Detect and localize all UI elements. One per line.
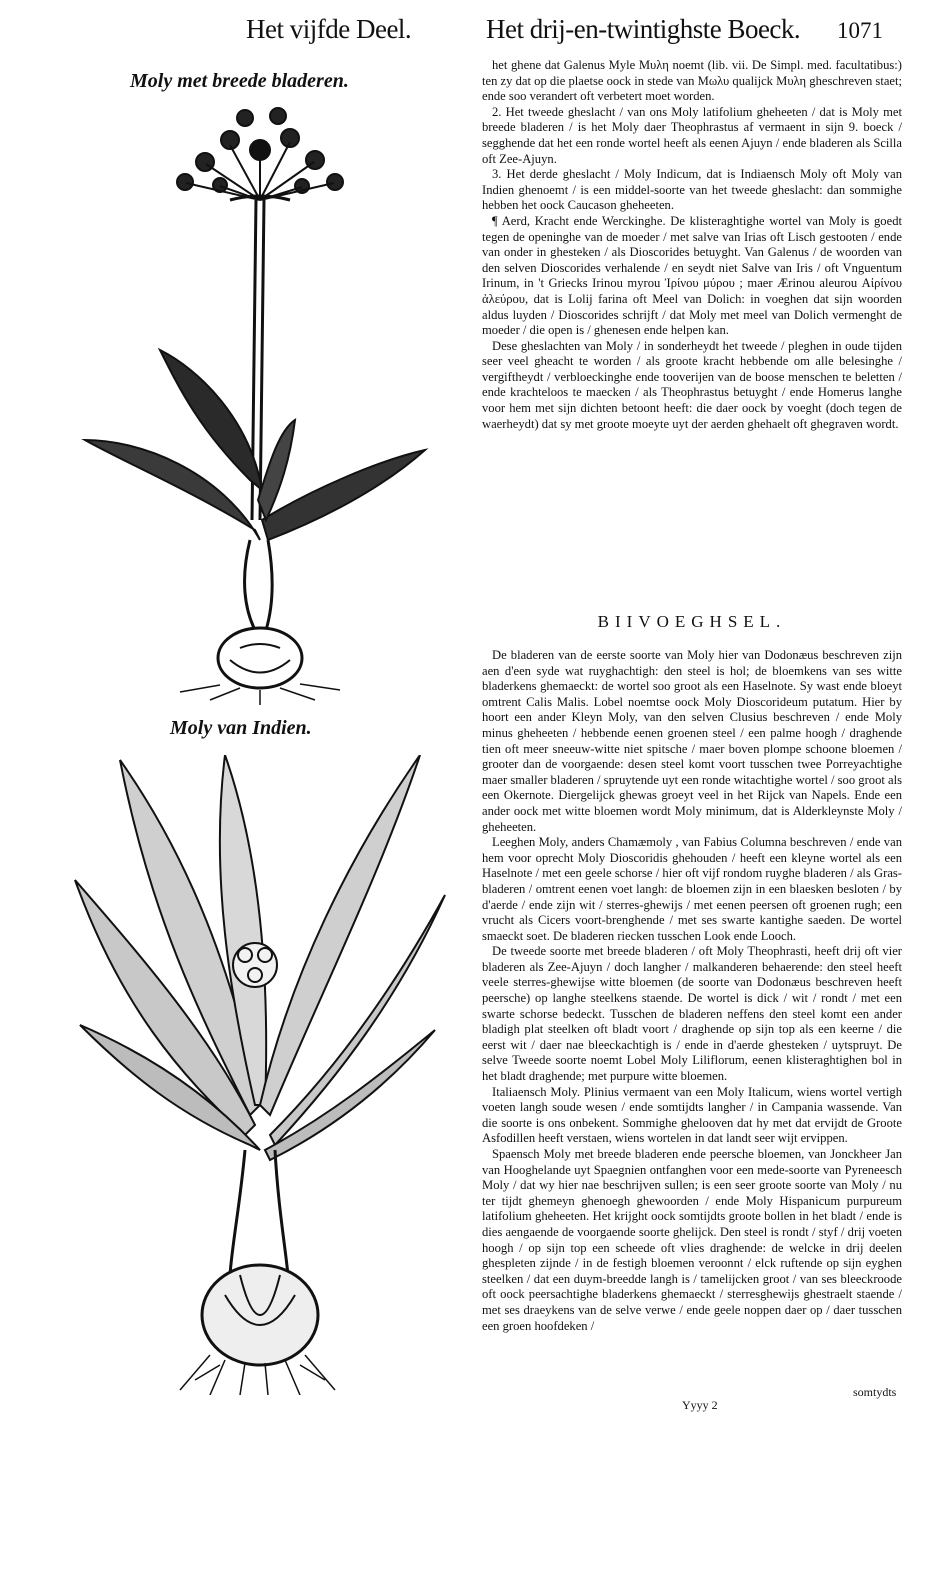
paragraph: Italiaensch Moly. Plinius vermaent van een Moly Italicum, wiens wortel vertigh voeten langh soude wesen / ende somtijdts langher / in Campania wassende. Van die soorte is ons onbekent. Sommighe ghelooven dat hy met dat ervijdt de Groote Asfodillen heeft verstaen, wiens wortelen in dat landt seer wijt ervippen. [482,1084,902,1146]
paragraph: 3. Het derde gheslacht / Moly Indicum, dat is Indiaensch Moly oft Moly van Indien ghenoemt / is een middel-soorte van het tweede gheslacht: dan sommighe hebben het oock Caucason gheheeten. [482,167,902,213]
woodcut-broad-leaf-moly [80,100,440,710]
paragraph: ¶ Aerd, Kracht ende Werckinghe. De klisteraghtighe wortel van Moly is goedt tegen de openinghe van de moeder / met salve van Irias oft Lisch gestooten / ende van onder in ghesteken / als Dioscorides betuyght. Van Galenus / de woorden van den selven Dioscorides verhalende / en seydt niet Salve van Iris / oft Vnguentum Irinum, in 't Griecks Irinou myrou Ἰρίνου μύρου ; maer Ærinou aleurou Αἰρίνου ἀλεύρου, dat is Lolij farina oft Meel van Dolich: in voeghen dat sijn woorden aldus luyden / Dioscorides schrijft / dat Moly met meel van Dolich vermenght de moeder / die open is / ghenesen ende helpen kan. [482,213,902,338]
woodcut-indian-moly [60,755,460,1395]
paragraph: De bladeren van de eerste soorte van Moly hier van Dodonæus beschreven zijn aen d'een syde wat ruyghachtigh: den steel is hol; de bloemkens van ses witte bladerkens ghemaeckt: de wortel soo groot als een Haselnote. Sy wast ende bloeyt omtrent Calis Malis. Lobel noemtse oock Moly Dioscorideum putatum. Hier by hoort een ander Kleyn Moly, van den selven Clusius beschreven / ende Moly minus gheheeten / hebbende eenen groenen steel / een palme hoogh / draghende tien oft meer sneeuw-witte niet spitsche / maer boven plompe schoone bloemen / grooter dan de voorgaende: desen steel komt voort tusschen twee Porreyachtighe maer smaller bladeren / spruytende uyt een ronde witachtighe wortel / soo groot als een Okernote. Diergelijck ghewas groeyt veel in het Rijck van Napels. Ende een ander oock met witte bloemen wordt Moly minimum, dat is Alderkleynste Moly / gheheeten. [482,648,903,834]
paragraph: De tweede soorte met breede bladeren / oft Moly Theophrasti, heeft drij oft vier bladeren als Zee-Ajuyn / doch langher / malkanderen behaerende: den steel heeft veele sterres-ghewijse witte bloemen (de soorte van Dodonæus beschreven heeft peersche) op langhe steelkens staende. De wortel is dick / wit / rondt / met een swarte schorse bedeckt. Tusschen de bladeren neffens den steel komt een ander bladigh plat steelken oft bladt voort / draghende op sijn top als een keerne / die eerst wit / daer nae bleeckachtigh is / ende in d'aerde ghesteken / uytspruyt. De selve Tweede soorte noemt Lobel Moly Liliflorum, eenen klisteraghtighen bol in het bladt draghende; met purpure witte bloemen. [482,944,902,1084]
page-number: 1071 [837,18,883,43]
text-column-top [482,58,902,432]
section-title: BIIVOEGHSEL. [597,612,787,631]
running-head-left: Het vijfde Deel. [246,14,412,44]
paragraph: Dese gheslachten van Moly / in sonderheydt het tweede / pleghen in oude tijden seer veel gheacht te worden / als groote kracht hebbende om alle belesinghe / vergiftheydt / verbloeckinghe ende tooverijen van de boose menschen te beletten / ende krachteloos te maecken / als Theophrastus betuyght / ende Homerus langhe voor hem met sijn dichten betoont heeft: die daer oock by voeght (doch tegen de waerheydt) dat sy met groote moeyte uyt der aerden ghehaelt oft ghegraven wordt. [482,338,902,431]
signature-mark: Yyyy 2 [682,1398,718,1412]
text-column-bottom [482,648,902,1334]
running-head-right: Het drij-en-twintighste Boeck. [486,14,801,44]
figure-caption-indian-moly: Moly van Indien. [170,717,312,739]
figure-caption-broad-leaf-moly: Moly met breede bladeren. [130,70,349,92]
paragraph: het ghene dat Galenus Myle Μυλη noemt (lib. vii. De Simpl. med. facultatibus:) ten zy dat op die plaetse oock in stede van Μωλυ qualijck Μυλη gheschreven staet; ende soo verandert oft verbetert moet worden. [482,58,902,104]
paragraph: 2. Het tweede gheslacht / van ons Moly latifolium gheheeten / dat is Moly met breede bladeren / is het Moly daer Theophrastus af vermaent in sijn 9. boeck / segghende dat het een ronde wortel heeft als eenen Ajuyn / ende bladeren als Scilla oft Zee-Ajuyn. [482,104,902,166]
catchword: somtydts [853,1385,897,1399]
flower-umbel [177,108,343,200]
paragraph: Spaensch Moly met breede bladeren ende peersche bloemen, van Jonckheer Jan van Hooghelande uyt Spaegnien ontfanghen voor een mede-soorte van Pyreneesch Moly / dat wy hier nae beschrijven sullen; is een seer groote soorte van Moly / nu ter tijdt ghemeyn ghenoegh ghewoorden / ende Moly Hispanicum purpureum latifolium gheheeten. Het krijght oock somtijdts groote bollen in het bladt / ende is dies aengaende de voorgaende soorte ghelijck. Den steel is rondt / styf / drij voeten hoogh / op sijn top een scheede oft vlies draghende: de welcke in drij deelen ghespleten zijnde / in de festigh bloemen veroonnt / elck ruftende op sijn eyghen steelken / dat een duym-breedde langh is / tamelijcken groot / van ses bleeckroode oft oock peersachtighe bladerkens ghemaeckt / sterresghewijs ghestraelt staende / met ses draeykens van de selve verwe / ende geele noppen daer op / daer tusschen een groen hoofdeken / [482,1147,902,1333]
paragraph: Leeghen Moly, anders Chamæmoly , van Fabius Columna beschreven / ende van hem voor oprecht Moly Dioscoridis ghehouden / heeft een kleyne wortel als een Haselnote / met een geele schorse / hier oft vijf rondom ruyghe bladeren / als Gras-bladeren / omtrent eenen voet langh: de bloemen zijn in een blaesken besloten / by d'aerde / ende zijn wit / sterres-ghewijs / met eenen peersen oft groenen rugh; een vrucht als Cicers voort-brenghende / met ses swarte kantighe saeden. De wortel smaeckt soet. De bladeren riecken tusschen Look ende Looch. [482,835,902,943]
